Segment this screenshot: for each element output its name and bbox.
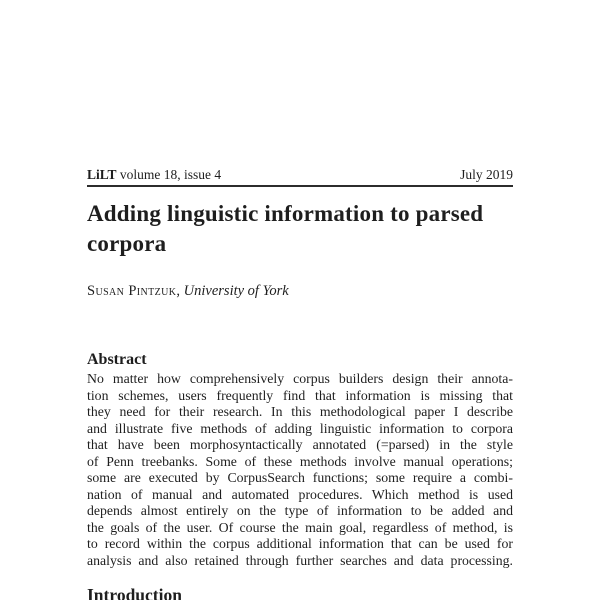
text-column <box>87 0 513 600</box>
publication-date: July 2019 <box>460 167 513 182</box>
abstract-line: No matter how comprehensively corpus builders design their annota- <box>87 371 513 386</box>
running-head <box>87 167 513 182</box>
issue-info: volume 18, issue 4 <box>116 167 222 182</box>
paper-title-line-2: corpora <box>87 230 167 256</box>
header-rule <box>87 185 513 187</box>
paper-title-line-1: Adding linguistic information to parsed <box>87 201 484 226</box>
author-affiliation: University of York <box>183 283 289 299</box>
abstract-line: the goals of the user. Of course the main goal, regardless of method, is <box>87 519 513 535</box>
abstract-line: and illustrate five methods of adding linguistic information to corpora <box>87 420 513 436</box>
abstract-line: tion schemes, users frequently find that information is missing that <box>87 387 513 403</box>
abstract-line: of Penn treebanks. Some of these methods involve manual operations; <box>87 453 513 469</box>
abstract-line: nation of manual and automated procedures. Which method is used <box>87 486 513 502</box>
introduction-heading: Introduction <box>87 585 182 600</box>
author-separator: , <box>176 283 184 299</box>
abstract-line: to record within the corpus additional information that can be used for <box>87 536 513 551</box>
paper-title <box>87 199 513 258</box>
abstract-body <box>87 371 513 569</box>
author-line <box>87 283 513 300</box>
journal-issue-info <box>87 167 221 182</box>
abstract-line: depends almost entirely on the type of information to be added and <box>87 503 513 518</box>
author-name: Susan Pintzuk <box>87 283 177 299</box>
abstract-line: analysis and also retained through further searches and data processing. <box>87 552 513 568</box>
abstract-line: that have been morphosyntactically annotated (=parsed) in the style <box>87 437 513 452</box>
journal-name: LiLT <box>87 167 117 182</box>
abstract-line: they need for their research. In this methodological paper I describe <box>87 404 513 419</box>
abstract-heading: Abstract <box>87 351 147 368</box>
abstract-line: some are executed by CorpusSearch functions; some require a combi- <box>87 470 513 485</box>
